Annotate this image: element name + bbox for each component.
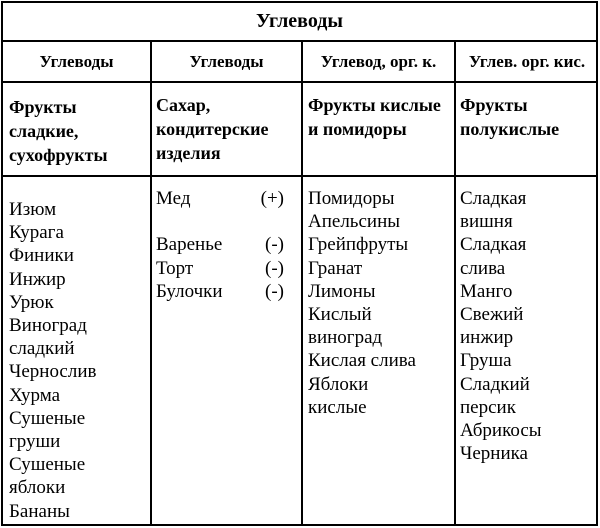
subheader-line: Фрукты — [9, 97, 77, 117]
carbohydrates-table — [1, 1, 598, 526]
list-item — [156, 257, 284, 280]
subheader-line: Фрукты кислые — [308, 95, 441, 115]
list-item: Сушеные — [9, 454, 86, 476]
list-item: Изюм — [9, 199, 57, 220]
list-item: Кислая слива — [308, 350, 416, 372]
list-item: Черника — [460, 443, 528, 465]
list-item: Помидоры — [308, 188, 395, 209]
list-item: Свежий — [460, 304, 524, 326]
column-divider — [301, 40, 303, 524]
item-mark: (-) — [265, 280, 284, 302]
column-divider — [150, 40, 152, 524]
list-item: яблоки — [9, 477, 66, 499]
list-item: Сладкий — [460, 373, 530, 395]
column-subheader — [156, 93, 269, 165]
list-item: Абрикосы — [460, 420, 542, 442]
list-item: Сушеные — [9, 407, 86, 429]
list-item: Финики — [9, 245, 74, 267]
list-item: Сладкая — [460, 188, 527, 209]
list-item: сладкий — [9, 338, 75, 360]
list-item: Гранат — [308, 257, 363, 279]
list-item: Апельсины — [308, 211, 401, 233]
list-item: Инжир — [9, 268, 66, 290]
item-name: Торт — [156, 257, 194, 279]
list-item: Грейпфруты — [308, 234, 409, 256]
list-item: Сладкая — [460, 234, 527, 256]
subheader-line: кондитерские — [156, 119, 269, 139]
subheader-line: Фрукты — [460, 95, 528, 115]
list-item: слива — [460, 257, 506, 279]
column-subheader — [460, 93, 559, 141]
list-item: Бананы — [9, 500, 70, 522]
fruit-list — [9, 198, 96, 523]
list-item: Кислый — [308, 304, 372, 326]
list-item: Чернослив — [9, 361, 97, 383]
subheader-line: сладкие, — [9, 121, 79, 141]
list-item: Курага — [9, 222, 64, 244]
item-name: Булочки — [156, 280, 223, 302]
item-name: Мед — [156, 188, 191, 209]
list-item: Хурма — [9, 384, 61, 406]
list-item: Груша — [460, 350, 512, 372]
semi-sour-fruit-list — [460, 187, 542, 465]
list-item: Урюк — [9, 291, 54, 313]
sour-fruit-list — [308, 187, 416, 419]
list-item: Лимоны — [308, 280, 376, 302]
list-item: Манго — [460, 280, 513, 302]
list-item: груши — [9, 431, 61, 453]
list-item: персик — [460, 396, 516, 418]
column-header: Углеводы — [39, 51, 114, 71]
subheader-line: сухофрукты — [9, 145, 108, 165]
item-mark: (-) — [265, 257, 284, 279]
list-item — [156, 280, 284, 303]
column-subheader — [9, 95, 108, 167]
column-header: Углев. орг. кис. — [468, 51, 586, 71]
subheader-line: полукислые — [460, 119, 560, 139]
list-item: Яблоки — [308, 373, 369, 395]
list-item: Виноград — [9, 315, 87, 337]
subheader-line: Сахар, — [156, 95, 211, 115]
column-header: Углевод, орг. к. — [320, 51, 437, 71]
item-mark: (-) — [265, 234, 284, 256]
list-item — [156, 233, 284, 256]
list-item: инжир — [460, 327, 514, 349]
list-item: вишня — [460, 211, 513, 233]
column-header: Углеводы — [189, 51, 264, 71]
row-divider — [3, 175, 596, 177]
column-divider — [454, 40, 456, 524]
item-mark: (+) — [260, 188, 284, 209]
spacer — [156, 210, 284, 233]
subheader-line: и помидоры — [308, 119, 407, 139]
sweets-list — [156, 187, 284, 303]
subheader-line: изделия — [156, 143, 221, 163]
item-name: Варенье — [156, 234, 223, 256]
list-item: кислые — [308, 396, 367, 418]
list-item: виноград — [308, 327, 383, 349]
list-item — [156, 187, 284, 210]
table-title: Углеводы — [3, 3, 596, 42]
row-divider — [3, 81, 596, 83]
column-subheader — [308, 93, 441, 141]
